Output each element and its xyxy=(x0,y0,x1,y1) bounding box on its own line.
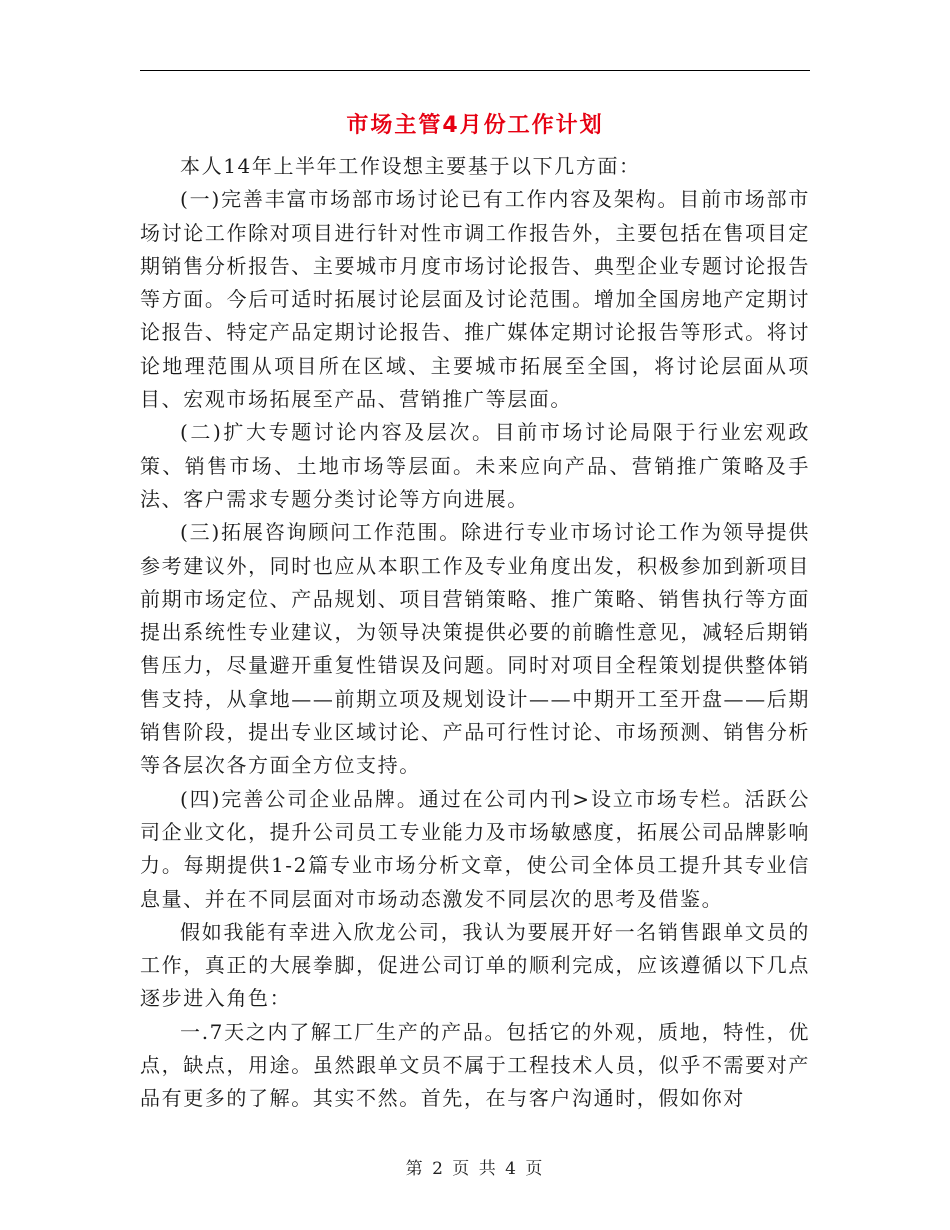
paragraph-intro: 本人14年上半年工作设想主要基于以下几方面： xyxy=(180,154,641,178)
paragraph-sales-clerk: 假如我能有幸进入欣龙公司，我认为要展开好一名销售跟单文员的工作，真正的大展拳脚，促进公司订单的顺利完成，应该遵循以下几点逐步进入角色： xyxy=(140,919,810,1011)
header-rule xyxy=(140,70,810,71)
page-number-footer: 第 2 页 共 4 页 xyxy=(405,1159,545,1179)
document-body xyxy=(140,150,810,1116)
paragraph-step-1: 一.7天之内了解工厂生产的产品。包括它的外观，质地，特性，优点，缺点，用途。虽然跟单文员不属于工程技术人员，似乎不需要对产品有更多的了解。其实不然。首先，在与客户沟通时，假如你对 xyxy=(140,1019,810,1111)
document-title: 市场主管4月份工作计划 xyxy=(346,113,604,138)
paragraph-item-2: (二)扩大专题讨论内容及层次。目前市场讨论局限于行业宏观政策、销售市场、土地市场等层面。未来应向产品、营销推广策略及手法、客户需求专题分类讨论等方向进展。 xyxy=(140,420,810,511)
paragraph-item-3: (三)拓展咨询顾问工作范围。除进行专业市场讨论工作为领导提供参考建议外，同时也应从本职工作及专业角度出发，积极参加到新项目前期市场定位、产品规划、项目营销策略、推广策略、销售执行等方面提出系统性专业建议，为领导决策提供必要的前瞻性意见，减轻后期销售压力，尽量避开重复性错误及问题。同时对项目全程策划提供整体销售支持，从拿地——前期立项及规划设计——中期开工至开盘——后期销售阶段，提出专业区域讨论、产品可行性讨论、市场预测、销售分析等各层次各方面全方位支持。 xyxy=(140,520,810,778)
paragraph-item-4: (四)完善公司企业品牌。通过在公司内刊>设立市场专栏。活跃公司企业文化，提升公司员工专业能力及市场敏感度，拓展公司品牌影响力。每期提供1-2篇专业市场分析文章，使公司全体员工提升其专业信息量、并在不同层面对市场动态激发不同层次的思考及借鉴。 xyxy=(140,786,810,911)
paragraph-item-1: (一)完善丰富市场部市场讨论已有工作内容及架构。目前市场部市场讨论工作除对项目进行针对性市调工作报告外，主要包括在售项目定期销售分析报告、主要城市月度市场讨论报告、典型企业专题讨论报告等方面。今后可适时拓展讨论层面及讨论范围。增加全国房地产定期讨论报告、特定产品定期讨论报告、推广媒体定期讨论报告等形式。将讨论地理范围从项目所在区域、主要城市拓展至全国，将讨论层面从项目、宏观市场拓展至产品、营销推广等层面。 xyxy=(140,187,810,412)
